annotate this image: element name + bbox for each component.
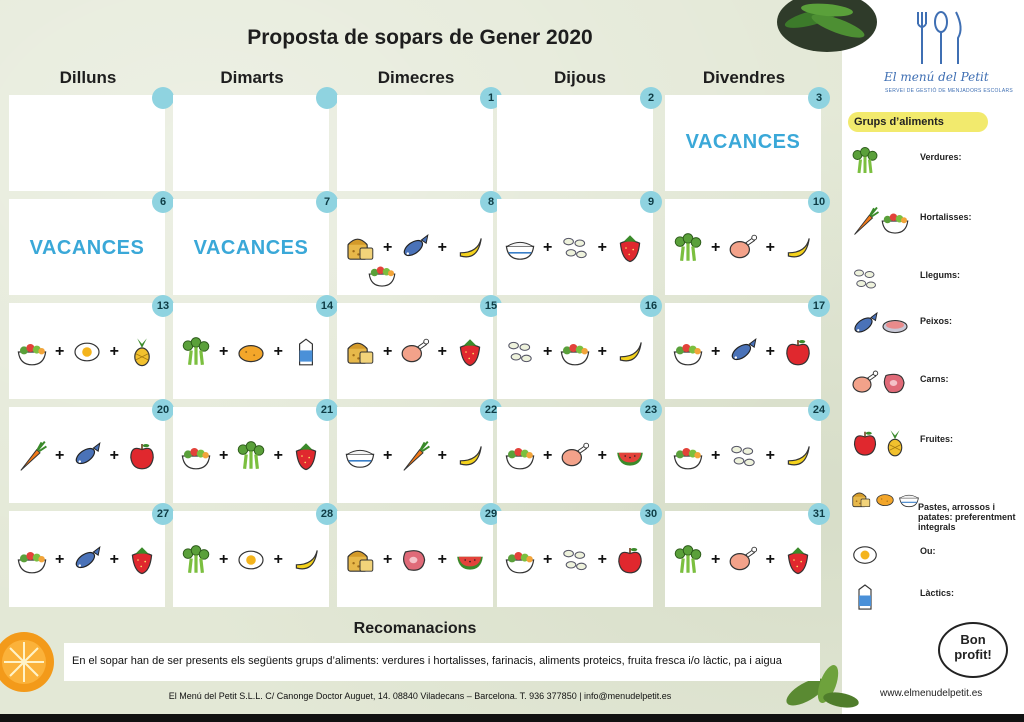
banana-icon bbox=[454, 440, 486, 472]
day-number-badge: 17 bbox=[808, 295, 830, 317]
steak-icon bbox=[880, 368, 910, 398]
plus-sign: + bbox=[710, 447, 721, 464]
bean-bowl-icon bbox=[772, 0, 882, 60]
holiday-label: VACANCES bbox=[193, 237, 309, 259]
plus-sign: + bbox=[710, 343, 721, 360]
day-number-badge: 9 bbox=[640, 191, 662, 213]
apple-icon bbox=[782, 336, 814, 368]
day-header: Dijous bbox=[554, 68, 606, 87]
plus-sign: + bbox=[437, 343, 447, 360]
bottom-bar bbox=[0, 714, 1024, 722]
calendar-day-cell bbox=[337, 196, 495, 295]
plus-sign: + bbox=[542, 239, 553, 256]
day-number-badge: 30 bbox=[640, 503, 662, 525]
calendar-day-cell bbox=[665, 92, 823, 191]
broccoli-icon bbox=[672, 544, 704, 576]
recommendations-title: Recomanacions bbox=[353, 620, 477, 637]
calendar-day-cell bbox=[9, 300, 170, 399]
legend-title: Grups d’aliments bbox=[848, 112, 988, 132]
legumes-icon bbox=[850, 264, 880, 294]
bread-icon bbox=[850, 488, 872, 510]
meal-items bbox=[13, 537, 161, 583]
day-number-badge: 13 bbox=[152, 295, 174, 317]
meal-items bbox=[13, 433, 161, 479]
calendar-day-cell bbox=[337, 508, 498, 607]
calendar-day-cell bbox=[497, 508, 658, 607]
legumes-icon bbox=[504, 336, 536, 368]
calendar-day-cell bbox=[173, 95, 329, 191]
meal-items bbox=[341, 225, 489, 271]
plus-sign: + bbox=[109, 447, 119, 464]
bread-icon bbox=[344, 336, 376, 368]
strawberry-icon bbox=[782, 544, 814, 576]
potato-icon bbox=[235, 336, 267, 368]
day-number-badge: 14 bbox=[316, 295, 338, 317]
calendar-day-cell bbox=[665, 300, 826, 399]
plus-sign: + bbox=[597, 447, 607, 464]
egg-icon bbox=[850, 540, 880, 570]
recommendations-box bbox=[64, 643, 820, 681]
meal-items bbox=[177, 329, 325, 375]
fish-icon bbox=[71, 440, 103, 472]
orange-icon bbox=[0, 630, 58, 694]
calendar-day-cell bbox=[665, 508, 826, 607]
legend-group-label: Pastes, arrossos i patates: preferentment integrals bbox=[918, 502, 1016, 532]
meal-items bbox=[501, 433, 649, 479]
fish-icon bbox=[399, 232, 431, 264]
meal-items bbox=[669, 329, 817, 375]
day-number-badge: 29 bbox=[480, 503, 502, 525]
carrot-icon bbox=[16, 440, 48, 472]
meal-items bbox=[341, 537, 489, 583]
milk-carton-icon bbox=[850, 582, 880, 612]
plus-sign: + bbox=[597, 551, 607, 568]
day-number-badge: 31 bbox=[808, 503, 830, 525]
strawberry-icon bbox=[290, 440, 322, 472]
salad-icon bbox=[16, 336, 48, 368]
broccoli-icon bbox=[180, 544, 212, 576]
plus-sign: + bbox=[382, 551, 393, 568]
plus-sign: + bbox=[437, 551, 447, 568]
legend-group-label: Fruites: bbox=[920, 434, 954, 444]
calendar-day-cell bbox=[173, 196, 331, 295]
day-header: Divendres bbox=[702, 68, 786, 87]
chicken-leg-icon bbox=[727, 544, 759, 576]
meal-items bbox=[501, 537, 649, 583]
day-number-badge: 20 bbox=[152, 399, 174, 421]
day-number-badge: 1 bbox=[480, 87, 502, 109]
legend-group-label: Llegums: bbox=[920, 270, 961, 280]
salad-icon bbox=[180, 440, 212, 472]
egg-icon bbox=[71, 336, 103, 368]
banana-icon bbox=[782, 440, 814, 472]
salad-icon bbox=[504, 440, 536, 472]
website-link[interactable]: www.elmenudelpetit.es bbox=[880, 688, 983, 699]
calendar-day-cell bbox=[665, 196, 826, 295]
chicken-leg-icon bbox=[559, 440, 591, 472]
day-number-badge: 15 bbox=[480, 295, 502, 317]
day-number-badge: 10 bbox=[808, 191, 830, 213]
meal-items bbox=[177, 433, 325, 479]
day-number-badge: 28 bbox=[316, 503, 338, 525]
strawberry-icon bbox=[614, 232, 646, 264]
plus-sign: + bbox=[382, 239, 393, 256]
fish-icon bbox=[850, 310, 880, 340]
cutlery-logo-icon bbox=[914, 8, 968, 68]
meal-items bbox=[669, 537, 817, 583]
plus-sign: + bbox=[765, 239, 775, 256]
plus-sign: + bbox=[437, 447, 447, 464]
meal-items bbox=[177, 537, 325, 583]
legend-panel bbox=[842, 0, 1024, 722]
day-header: Dimarts bbox=[220, 68, 284, 87]
calendar-day-cell bbox=[337, 92, 495, 191]
legumes-icon bbox=[559, 544, 591, 576]
rice-bowl-icon bbox=[344, 440, 376, 472]
legend-group-label: Ou: bbox=[920, 546, 936, 556]
banana-icon bbox=[454, 232, 486, 264]
apple-icon bbox=[126, 440, 158, 472]
rice-bowl-icon bbox=[898, 488, 920, 510]
chicken-leg-icon bbox=[850, 368, 880, 398]
calendar-day-cell bbox=[173, 508, 334, 607]
plus-sign: + bbox=[437, 239, 447, 256]
calendar-day-cell bbox=[497, 196, 655, 295]
milk-carton-icon bbox=[290, 336, 322, 368]
day-number-badge bbox=[316, 87, 338, 109]
banana-icon bbox=[290, 544, 322, 576]
calendar-day-cell bbox=[173, 404, 334, 503]
day-number-badge: 21 bbox=[316, 399, 338, 421]
meal-items bbox=[669, 433, 817, 479]
carrot-icon bbox=[399, 440, 431, 472]
plus-sign: + bbox=[597, 239, 607, 256]
calendar-day-cell bbox=[497, 92, 655, 191]
meal-items bbox=[341, 329, 489, 375]
day-number-badge: 16 bbox=[640, 295, 662, 317]
legend-group-label: Hortalisses: bbox=[920, 212, 972, 222]
day-number-badge: 22 bbox=[480, 399, 502, 421]
calendar-day-cell bbox=[665, 404, 826, 503]
calendar-day-cell bbox=[9, 508, 170, 607]
calendar-day-cell bbox=[337, 404, 498, 503]
legumes-icon bbox=[727, 440, 759, 472]
fish-icon bbox=[727, 336, 759, 368]
plus-sign: + bbox=[54, 343, 65, 360]
day-number-badge: 2 bbox=[640, 87, 662, 109]
broccoli-icon bbox=[850, 146, 880, 176]
calendar-day-cell bbox=[497, 300, 658, 399]
day-number-badge: 24 bbox=[808, 399, 830, 421]
day-header: Dilluns bbox=[59, 68, 117, 87]
legend-group-label: Verdures: bbox=[920, 152, 962, 162]
egg-icon bbox=[235, 544, 267, 576]
bon-profit-text: Bon profit! bbox=[954, 632, 992, 662]
calendar-day-cell bbox=[9, 95, 165, 191]
strawberry-icon bbox=[126, 544, 158, 576]
calendar-day-cell bbox=[497, 404, 658, 503]
plus-sign: + bbox=[765, 343, 775, 360]
pineapple-icon bbox=[880, 428, 910, 458]
plus-sign: + bbox=[273, 551, 283, 568]
steak-icon bbox=[399, 544, 431, 576]
watermelon-icon bbox=[614, 440, 646, 472]
plus-sign: + bbox=[273, 343, 283, 360]
plus-sign: + bbox=[765, 447, 775, 464]
broccoli-icon bbox=[672, 232, 704, 264]
fish-icon bbox=[71, 544, 103, 576]
plus-sign: + bbox=[382, 343, 393, 360]
salad-icon bbox=[504, 544, 536, 576]
salad-icon bbox=[367, 259, 397, 289]
plus-sign: + bbox=[542, 551, 553, 568]
meal-items bbox=[501, 225, 649, 271]
legumes-icon bbox=[559, 232, 591, 264]
broccoli-icon bbox=[180, 336, 212, 368]
plus-sign: + bbox=[273, 447, 283, 464]
day-number-badge: 7 bbox=[316, 191, 338, 213]
plus-sign: + bbox=[54, 551, 65, 568]
plus-sign: + bbox=[765, 551, 775, 568]
strawberry-icon bbox=[454, 336, 486, 368]
recommendations-text: En el sopar han de ser presents els següents grups d’aliments: verdures i hortalisses, farinacis, aliments proteics, fruita fresca i/o làctic, pa i aigua bbox=[72, 655, 782, 667]
salad-icon bbox=[16, 544, 48, 576]
plus-sign: + bbox=[109, 343, 119, 360]
calendar-day-cell bbox=[9, 196, 167, 295]
salad-icon bbox=[559, 336, 591, 368]
meal-items bbox=[341, 433, 489, 479]
fish-steak-icon bbox=[880, 310, 910, 340]
salad-icon bbox=[672, 440, 704, 472]
day-header: Dimecres bbox=[377, 68, 455, 87]
legend-group-label: Làctics: bbox=[920, 588, 955, 598]
plus-sign: + bbox=[218, 447, 229, 464]
plus-sign: + bbox=[218, 551, 229, 568]
brand-tagline: SERVEI DE GESTIÓ DE MENJADORS ESCOLARS bbox=[885, 88, 1014, 94]
day-number-badge: 27 bbox=[152, 503, 174, 525]
page-title: Proposta de sopars de Gener 2020 bbox=[247, 26, 593, 49]
calendar-day-cell bbox=[337, 300, 498, 399]
plus-sign: + bbox=[542, 447, 553, 464]
broccoli-icon bbox=[235, 440, 267, 472]
salad-icon bbox=[880, 206, 910, 236]
apple-icon bbox=[614, 544, 646, 576]
chicken-leg-icon bbox=[399, 336, 431, 368]
day-number-badge: 8 bbox=[480, 191, 502, 213]
apple-icon bbox=[850, 428, 880, 458]
carrot-icon bbox=[850, 206, 880, 236]
banana-icon bbox=[782, 232, 814, 264]
salad-icon bbox=[672, 336, 704, 368]
holiday-label: VACANCES bbox=[29, 237, 145, 259]
plus-sign: + bbox=[109, 551, 119, 568]
plus-sign: + bbox=[597, 343, 607, 360]
legend-group-label: Peixos: bbox=[920, 316, 953, 326]
calendar-day-cell bbox=[173, 300, 334, 399]
chicken-leg-icon bbox=[727, 232, 759, 264]
day-number-badge: 6 bbox=[152, 191, 174, 213]
plus-sign: + bbox=[382, 447, 393, 464]
day-number-badge bbox=[152, 87, 174, 109]
bon-profit-bubble bbox=[938, 622, 1008, 678]
plus-sign: + bbox=[218, 343, 229, 360]
meal-items bbox=[13, 329, 161, 375]
plus-sign: + bbox=[542, 343, 553, 360]
meal-items bbox=[669, 225, 817, 271]
legend-group-label: Carns: bbox=[920, 374, 949, 384]
bread-icon bbox=[344, 544, 376, 576]
banana-icon bbox=[614, 336, 646, 368]
plus-sign: + bbox=[54, 447, 65, 464]
day-number-badge: 23 bbox=[640, 399, 662, 421]
watermelon-icon bbox=[454, 544, 486, 576]
day-number-badge: 3 bbox=[808, 87, 830, 109]
brand-name: El menú del Petit bbox=[884, 70, 989, 84]
pineapple-icon bbox=[126, 336, 158, 368]
holiday-label: VACANCES bbox=[685, 131, 801, 153]
footer-address: El Menú del Petit S.L.L. C/ Canonge Doctor Auguet, 14. 08840 Viladecans – Barcelona. T. 936 377850 | info@menudelpetit.es bbox=[168, 691, 672, 701]
potato-icon bbox=[874, 488, 896, 510]
rice-bowl-icon bbox=[504, 232, 536, 264]
plus-sign: + bbox=[710, 239, 721, 256]
plus-sign: + bbox=[710, 551, 721, 568]
meal-items bbox=[501, 329, 649, 375]
calendar-day-cell bbox=[9, 404, 170, 503]
